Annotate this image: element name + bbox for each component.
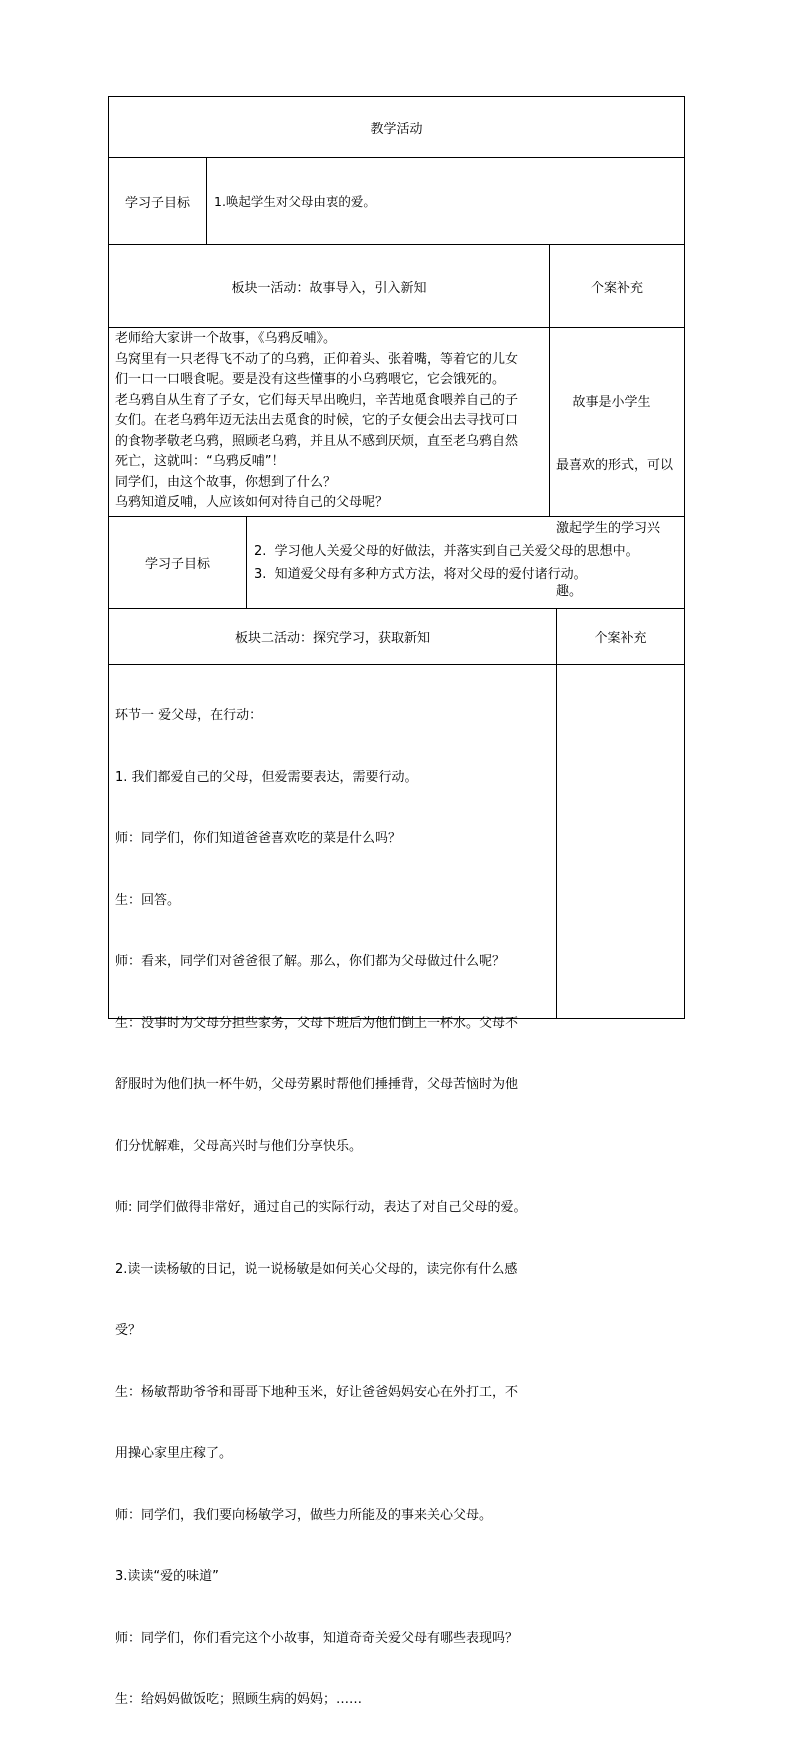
activity-line: 环节一 爱父母，在行动： bbox=[115, 708, 263, 723]
note-line: 最喜欢的形式，可以 bbox=[556, 458, 674, 473]
objective-list bbox=[254, 517, 682, 608]
objective-item: 2. 学习他人关爱父母的好做法，并落实到自己关爱父母的思想中。 bbox=[254, 543, 639, 559]
supplement-label: 个案补充 bbox=[590, 280, 643, 296]
objective-item: 3. 知道爱父母有多种方式方法，将对父母的爱付诸行动。 bbox=[254, 566, 587, 582]
activity-line: 生：回答。 bbox=[115, 892, 181, 908]
activity-line: 用操心家里庄稼了。 bbox=[115, 1446, 233, 1461]
story-line: 同学们，由这个故事，你想到了什么？ bbox=[115, 474, 337, 490]
objective-label: 学习子目标 bbox=[144, 557, 210, 572]
activity-line: 师：同学们，我们要向杨敏学习，做些力所能及的事来关心父母。 bbox=[115, 1507, 493, 1523]
activity-line: 1. 我们都爱自己的父母，但爱需要表达，需要行动。 bbox=[115, 769, 418, 785]
objective-items bbox=[254, 540, 639, 586]
note-line: 故事是小学生 bbox=[556, 395, 651, 410]
story-line: 的食物孝敬老乌鸦，照顾老乌鸦，并且从不感到厌烦，直至老乌鸦自然 bbox=[115, 433, 519, 449]
activity-line: 生：没事时为父母分担些家务，父母下班后为他们倒上一杯水。父母不 bbox=[115, 1015, 519, 1031]
table-border bbox=[556, 608, 557, 1019]
activity-line: 师：看来，同学们对爸爸很了解。那么，你们都为父母做过什么呢？ bbox=[115, 954, 506, 969]
activity-line: 2.读一读杨敏的日记，说一说杨敏是如何关心父母的，读完你有什么感 bbox=[115, 1261, 518, 1277]
activity-line: 受？ bbox=[115, 1323, 142, 1338]
activity-line: 生：给妈妈做饭吃；照顾生病的妈妈；…… bbox=[115, 1692, 363, 1707]
table-border bbox=[108, 327, 685, 328]
activity-line: 师: 同学们做得非常好，通过自己的实际行动，表达了对自己父母的爱。 bbox=[115, 1200, 527, 1215]
story-line: 们一口一口喂食呢。要是没有这些懂事的小乌鸦喂它，它会饿死的。 bbox=[115, 372, 506, 387]
note-line: 趣。 bbox=[556, 584, 583, 599]
story-line: 乌鸦知道反哺，人应该如何对待自己的父母呢？ bbox=[115, 495, 389, 510]
section-title: 板块二活动：探究学习，获取新知 bbox=[234, 631, 430, 646]
activity-line: 舒服时为他们执一杯牛奶，父母劳累时帮他们捶捶背，父母苦恼时为他 bbox=[115, 1077, 519, 1092]
activity-line: 师：同学们，你们知道爸爸喜欢吃的菜是什么吗？ bbox=[115, 831, 402, 846]
supplement-label: 个案补充 bbox=[594, 631, 647, 646]
activity-text bbox=[115, 665, 555, 1752]
story-line: 死亡，这就叫：“乌鸦反哺”！ bbox=[115, 454, 285, 469]
table-title: 教学活动 bbox=[370, 121, 423, 137]
activity-line: 生：杨敏帮助爷爷和哥哥下地种玉米，好让爸爸妈妈安心在外打工，不 bbox=[115, 1384, 519, 1400]
story-line: 女们。在老乌鸦年迈无法出去觅食的时候，它的子女便会出去寻找可口 bbox=[115, 413, 519, 428]
story-line: 乌窝里有一只老得飞不动了的乌鸦，正仰着头、张着嘴，等着它的儿女 bbox=[115, 351, 519, 367]
objective-label: 学习子目标 bbox=[124, 195, 190, 211]
story-line: 老乌鸦自从生育了子女，它们每天早出晚归，辛苦地觅食喂养自己的子 bbox=[115, 392, 519, 408]
story-text bbox=[115, 329, 547, 514]
table-border bbox=[206, 157, 207, 245]
table-border bbox=[684, 96, 685, 1019]
story-line: 老师给大家讲一个故事，《乌鸦反哺》。 bbox=[115, 331, 337, 346]
table-border bbox=[246, 516, 247, 609]
objective-text: 1.唤起学生对父母由衷的爱。 bbox=[214, 194, 376, 209]
activity-line: 3.读读“爱的味道” bbox=[115, 1569, 219, 1584]
section-title: 板块一活动：故事导入，引入新知 bbox=[231, 280, 427, 296]
note-line: 激起学生的学习兴 bbox=[556, 521, 661, 536]
activity-line: 们分忧解难，父母高兴时与他们分享快乐。 bbox=[115, 1138, 363, 1154]
activity-line: 师：同学们，你们看完这个小故事，知道奇奇关爱父母有哪些表现吗？ bbox=[115, 1630, 519, 1646]
